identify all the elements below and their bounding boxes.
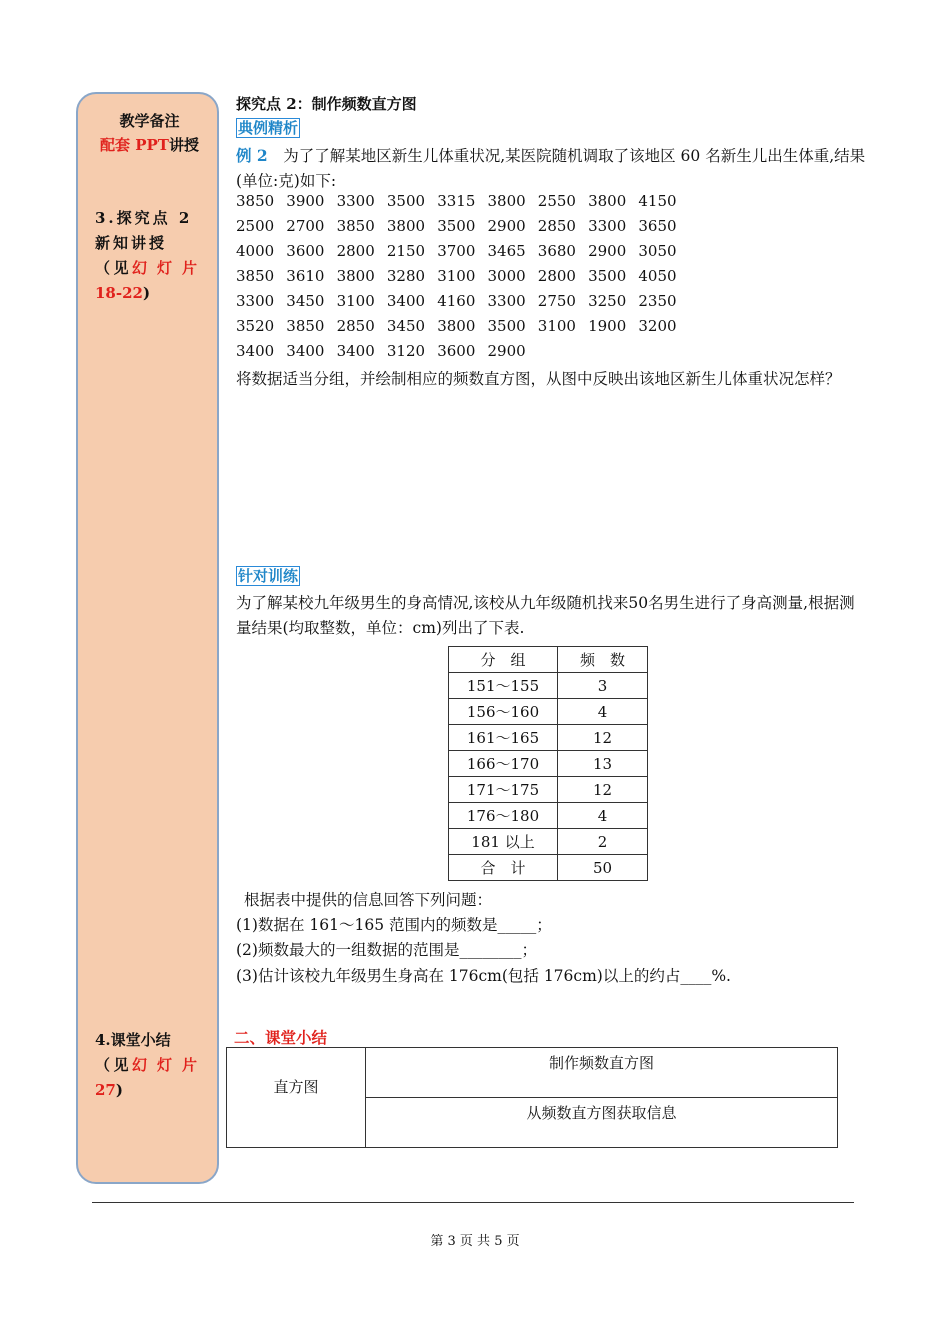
question-1: (1)数据在 161～165 范围内的频数是_____；: [236, 916, 552, 934]
weight-value: 3850: [236, 192, 275, 210]
summary-heading: 二、课堂小结: [234, 1028, 328, 1047]
weight-value: 3500: [437, 217, 476, 235]
weight-value: 3450: [386, 317, 426, 335]
training-paragraph: 为了解某校九年级男生的身高情况,该校从九年级随机找来50名男生进行了身高测量,根据测量结果(均取整数，单位：cm)列出了下表.: [236, 594, 855, 637]
weight-value: 3300: [487, 292, 526, 310]
ppt-label: 配套 PPT: [100, 136, 169, 154]
question-3: (3)估计该校九年级男生身高在 176cm(包括 176cm)以上的约占____%.: [236, 967, 731, 985]
weight-value: 3100: [336, 292, 375, 310]
weight-value: 2850: [537, 217, 576, 235]
example-label: 例 2: [236, 146, 268, 165]
frequency-table: [448, 646, 648, 881]
table-header-row: [449, 647, 648, 673]
weight-value: 3850: [336, 217, 375, 235]
sidebar-item-3-range: 18-22): [95, 284, 151, 302]
weight-value: 4050: [638, 267, 677, 285]
weight-value: 3700: [437, 242, 476, 260]
weight-value: 3500: [588, 267, 627, 285]
weight-value: 3610: [286, 267, 325, 285]
sidebar-title: 教学备注: [119, 112, 180, 130]
table-header-cell: 分 组: [449, 647, 558, 673]
weight-value: 3400: [386, 292, 426, 310]
weight-value: 2800: [537, 267, 576, 285]
weight-value: 3200: [638, 317, 677, 335]
weight-value: 3500: [386, 192, 426, 210]
weight-value: 3680: [537, 242, 576, 260]
weight-value: 3600: [286, 242, 325, 260]
weight-value: 3300: [336, 192, 375, 210]
answer-intro: 根据表中提供的信息回答下列问题：: [244, 891, 493, 909]
weight-value: 2900: [588, 242, 627, 260]
weight-value: 3100: [537, 317, 576, 335]
summary-row: [227, 1048, 838, 1098]
weight-value: 3400: [236, 342, 275, 360]
weight-value: 3800: [487, 192, 526, 210]
table-row: 合 计 50: [449, 855, 648, 881]
weight-value: 3465: [487, 242, 526, 260]
weight-value: 3600: [437, 342, 476, 360]
question-2: (2)频数最大的一组数据的范围是________；: [236, 941, 537, 959]
weight-value: 3650: [638, 217, 677, 235]
table-row: 156～160 4: [449, 699, 648, 725]
summary-table: [226, 1047, 838, 1148]
weight-value: 3120: [386, 342, 426, 360]
weight-value: 1900: [588, 317, 627, 335]
weight-value: 3100: [437, 267, 476, 285]
weight-value: 4150: [638, 192, 677, 210]
example-question: 将数据适当分组，并绘制相应的频数直方图，从图中反映出该地区新生儿体重状况怎样？: [236, 370, 841, 388]
sidebar-item-3: [95, 206, 207, 306]
weight-value: 3050: [638, 242, 677, 260]
teaching-notes-sidebar: [76, 92, 219, 1184]
weight-value: 2150: [386, 242, 426, 260]
weight-value: 4000: [236, 242, 275, 260]
weight-value: 3315: [437, 192, 476, 210]
example-tag-wrap: [236, 118, 300, 138]
example-tag: 典例精析: [238, 119, 299, 137]
sidebar-ppt-note: [78, 134, 221, 155]
weight-value: 3400: [336, 342, 375, 360]
table-row: 171～175 12: [449, 777, 648, 803]
weight-value: 3000: [487, 267, 526, 285]
example-text: 为了了解某地区新生儿体重状况,某医院随机调取了该地区 60 名新生儿出生体重,结果(单位:克)如下:: [236, 147, 866, 190]
weight-value: 3400: [286, 342, 325, 360]
weight-value: 2800: [336, 242, 375, 260]
page-number: 第 3 页 共 5 页: [430, 1234, 520, 1249]
summary-left-cell: 直方图: [227, 1048, 366, 1148]
weight-value: 2550: [537, 192, 576, 210]
summary-cell: 从频数直方图获取信息: [366, 1098, 838, 1148]
weight-value: 3850: [286, 317, 325, 335]
weight-value: 2750: [537, 292, 576, 310]
table-header-cell: 频 数: [558, 647, 648, 673]
sidebar-item-4-title: 4.课堂小结: [95, 1031, 171, 1049]
footer-divider: [92, 1202, 854, 1203]
weight-value: 2900: [487, 217, 526, 235]
weight-value: 3800: [336, 267, 375, 285]
sidebar-item-4: [95, 1028, 207, 1103]
weight-value: 2500: [236, 217, 275, 235]
ppt-tail: 讲授: [168, 136, 199, 154]
table-row: 151～155 3: [449, 673, 648, 699]
weight-value: 3250: [588, 292, 627, 310]
weight-value: 4160: [437, 292, 476, 310]
sidebar-item-4-ref: （ 见 幻灯片: [95, 1056, 207, 1074]
weight-value: 3800: [588, 192, 627, 210]
weight-value: 3900: [286, 192, 325, 210]
table-row: 161～165 12: [449, 725, 648, 751]
summary-cell: 制作频数直方图: [366, 1048, 838, 1098]
sidebar-item-4-range: 27): [95, 1081, 123, 1099]
weight-value: 3850: [236, 267, 275, 285]
weight-value: 2350: [638, 292, 677, 310]
example-paragraph: [236, 143, 866, 194]
weight-value: 3520: [236, 317, 275, 335]
table-row: 176～180 4: [449, 803, 648, 829]
sidebar-item-3-title: 3.探究点 2 新知讲授: [95, 209, 193, 252]
sidebar-item-3-ref: （ 见 幻灯片: [95, 259, 207, 277]
weight-value: 3500: [487, 317, 526, 335]
weight-value: 3450: [286, 292, 325, 310]
weight-value: 2700: [286, 217, 325, 235]
training-tag-wrap: [236, 566, 300, 586]
training-tag: 针对训练: [238, 567, 299, 585]
weight-value: 3800: [437, 317, 476, 335]
weight-value: 2900: [487, 342, 526, 360]
weight-value: 3280: [386, 267, 426, 285]
weight-value: 2850: [336, 317, 375, 335]
weight-value: 3300: [236, 292, 275, 310]
table-row: 166～170 13: [449, 751, 648, 777]
weight-value: 3800: [386, 217, 426, 235]
section-heading: 探究点 2：制作频数直方图: [236, 95, 417, 113]
table-row: 181 以上 2: [449, 829, 648, 855]
weight-value: 3300: [588, 217, 627, 235]
